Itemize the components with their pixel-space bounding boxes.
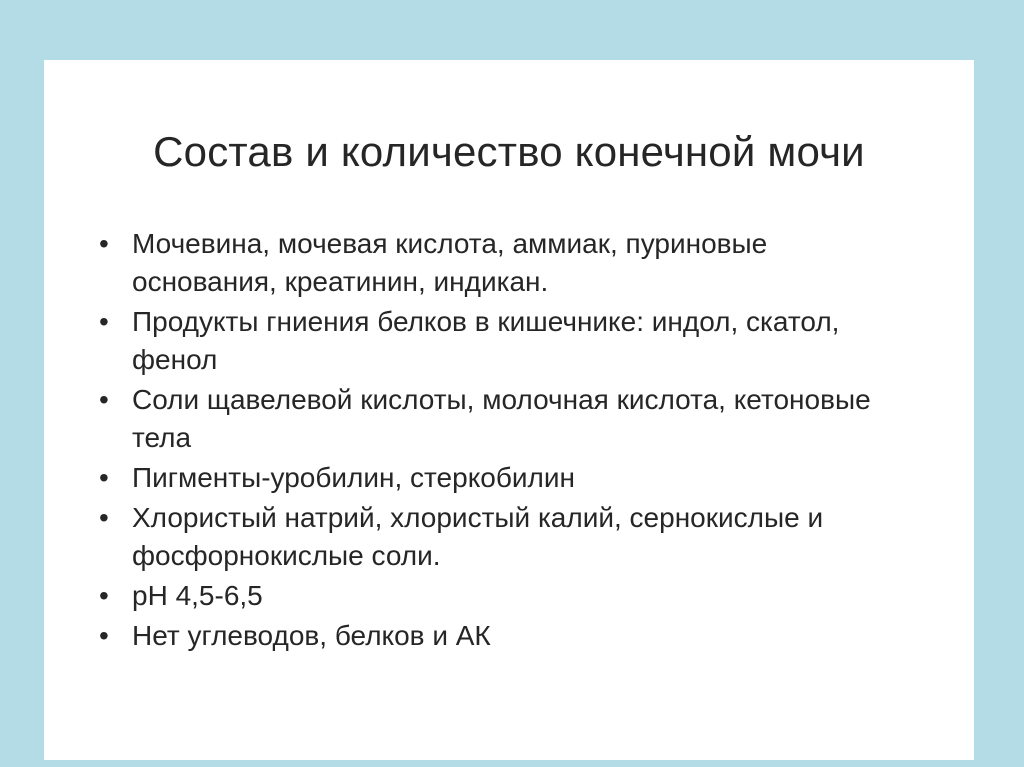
list-item-text: Пигменты-уробилин, стеркобилин — [132, 462, 575, 493]
bullet-icon: • — [99, 462, 109, 493]
list-item — [99, 577, 919, 615]
list-item-text: Продукты гниения белков в кишечнике: индол, скатол, фенол — [132, 306, 840, 375]
bullet-icon: • — [99, 502, 109, 533]
bullet-icon: • — [99, 384, 109, 415]
slide — [44, 60, 974, 760]
list-item — [99, 225, 919, 301]
list-item — [99, 499, 919, 575]
list-item-text: Хлористый натрий, хлористый калий, сернокислые и фосфорнокислые соли. — [132, 502, 824, 571]
list-item-text: Мочевина, мочевая кислота, аммиак, пуриновые основания, креатинин, индикан. — [132, 228, 768, 297]
bullet-icon: • — [99, 306, 109, 337]
list-item — [99, 459, 919, 497]
bullet-icon: • — [99, 620, 109, 651]
bullet-icon: • — [99, 228, 109, 259]
bullet-icon: • — [99, 580, 109, 611]
list-item — [99, 303, 919, 379]
list-item — [99, 381, 919, 457]
list-item-text: рН 4,5-6,5 — [132, 580, 263, 611]
bullet-list — [99, 225, 919, 657]
list-item-text: Соли щавелевой кислоты, молочная кислота, кетоновые тела — [132, 384, 871, 453]
list-item — [99, 617, 919, 655]
list-item-text: Нет углеводов, белков и АК — [132, 620, 491, 651]
slide-title: Состав и количество конечной мочи — [153, 128, 865, 175]
